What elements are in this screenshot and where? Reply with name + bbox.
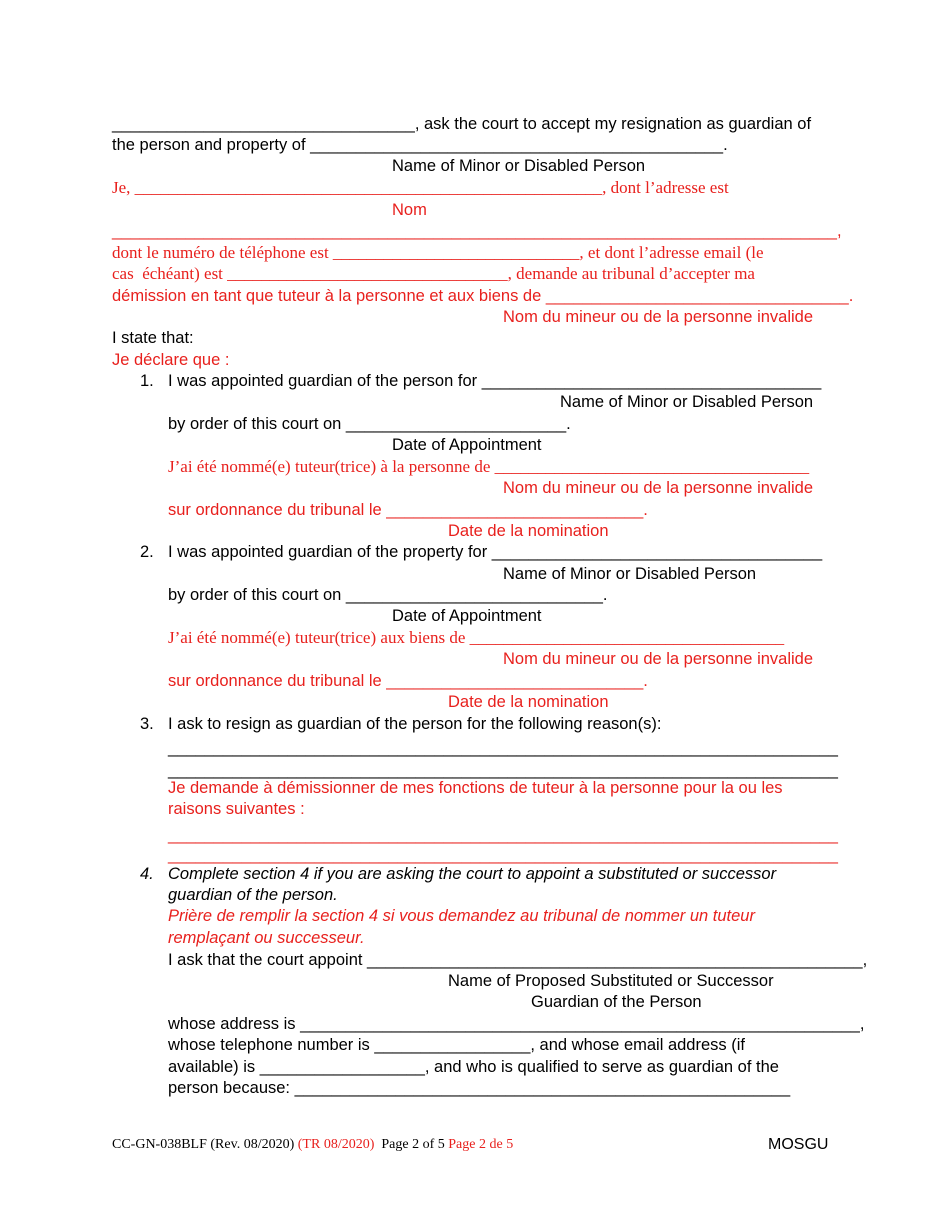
item-4-fr-instruction-1: Prière de remplir la section 4 si vous demandez au tribunal de nommer un tuteur <box>168 907 755 925</box>
item-1-fr-caption-minor: Nom du mineur ou de la personne invalide <box>503 479 814 497</box>
intro-line-2: the person and property of _____________________________________________. <box>112 136 728 154</box>
caption-nom: Nom <box>392 201 427 219</box>
footer-text <box>112 1136 513 1154</box>
item-2-line-1: I was appointed guardian of the property for ____________________________________ <box>168 543 823 561</box>
item-3-blank-2[interactable]: _________________________________________________________________________ <box>168 761 838 779</box>
item-3-fr-blank-1[interactable]: _________________________________________________________________________ <box>168 826 838 844</box>
item-3-fr-line-2: raisons suivantes : <box>168 800 305 818</box>
item-4-instruction-2: guardian of the person. <box>168 886 338 904</box>
item-2-line-2: by order of this court on ____________________________. <box>168 586 608 604</box>
item-3-number: 3. <box>140 715 154 733</box>
item-4-line-4: available) is __________________, and who is qualified to serve as guardian of the <box>168 1058 779 1076</box>
caption-minor-name: Name of Minor or Disabled Person <box>392 157 646 175</box>
item-4-number: 4. <box>140 865 154 883</box>
item-1-fr-line-2: sur ordonnance du tribunal le ____________________________. <box>168 501 648 519</box>
mosgu-label: MOSGU <box>768 1136 829 1153</box>
item-1-number: 1. <box>140 372 154 390</box>
item-1-caption-date: Date of Appointment <box>392 436 542 454</box>
item-2-fr-line-1: J’ai été nommé(e) tuteur(trice) aux biens de _____________________________________ <box>168 628 785 647</box>
item-4-line-1: I ask that the court appoint ______________________________________________________, <box>168 951 868 969</box>
intro-line-1: _________________________________, ask the court to accept my resignation as guardian of <box>112 115 812 133</box>
item-4-line-3: whose telephone number is _________________, and whose email address (if <box>168 1036 745 1054</box>
item-4-line-2: whose address is _____________________________________________________________, <box>168 1015 865 1033</box>
item-2-fr-caption-minor: Nom du mineur ou de la personne invalide <box>503 650 814 668</box>
page-number: Page 2 of 5 <box>381 1137 445 1152</box>
item-3-blank-1[interactable]: _________________________________________________________________________ <box>168 739 838 757</box>
state-heading: I state that: <box>112 329 194 347</box>
intro-fr-line-2: _______________________________________________________________________________, <box>112 222 842 240</box>
item-1-line-1: I was appointed guardian of the person for _____________________________________ <box>168 372 822 390</box>
item-4-line-5: person because: ______________________________________________________ <box>168 1079 791 1097</box>
item-2-fr-caption-date: Date de la nomination <box>448 693 609 711</box>
intro-fr-line-4: cas échéant) est _________________________________, demande au tribunal d’accepter ma <box>112 264 755 283</box>
item-4-caption-1: Name of Proposed Substituted or Successor <box>448 972 774 990</box>
intro-fr-line-1: Je, _______________________________________________________, dont l’adresse est <box>112 178 729 197</box>
item-4-fr-instruction-2: remplaçant ou successeur. <box>168 929 365 947</box>
page-number-fr: Page 2 de 5 <box>448 1137 514 1152</box>
item-1-fr-line-1: J’ai été nommé(e) tuteur(trice) à la personne de _____________________________________ <box>168 457 810 476</box>
item-3-fr-line-1: Je demande à démissionner de mes fonctions de tuteur à la personne pour la ou les <box>168 779 783 797</box>
item-1-line-2: by order of this court on ________________________. <box>168 415 571 433</box>
item-1-fr-caption-date: Date de la nomination <box>448 522 609 540</box>
form-id: CC-GN-038BLF (Rev. 08/2020) <box>112 1137 295 1152</box>
item-2-caption-minor: Name of Minor or Disabled Person <box>503 565 757 583</box>
item-3-line-1: I ask to resign as guardian of the person for the following reason(s): <box>168 715 662 733</box>
intro-fr-line-5: démission en tant que tuteur à la personne et aux biens de _________________________________. <box>112 287 854 305</box>
caption-nom-mineur: Nom du mineur ou de la personne invalide <box>503 308 814 326</box>
item-4-instruction-1: Complete section 4 if you are asking the court to appoint a substituted or successor <box>168 865 777 883</box>
item-3-fr-blank-2[interactable]: _________________________________________________________________________ <box>168 846 838 864</box>
intro-fr-line-3: dont le numéro de téléphone est _____________________________, et dont l’adresse email (le <box>112 243 764 262</box>
tr-revision: (TR 08/2020) <box>297 1137 375 1152</box>
state-heading-fr: Je déclare que : <box>112 351 230 369</box>
item-2-fr-line-2: sur ordonnance du tribunal le ____________________________. <box>168 672 648 690</box>
item-2-caption-date: Date of Appointment <box>392 607 542 625</box>
item-2-number: 2. <box>140 543 154 561</box>
item-1-caption-minor: Name of Minor or Disabled Person <box>560 393 814 411</box>
item-4-caption-2: Guardian of the Person <box>531 993 702 1011</box>
